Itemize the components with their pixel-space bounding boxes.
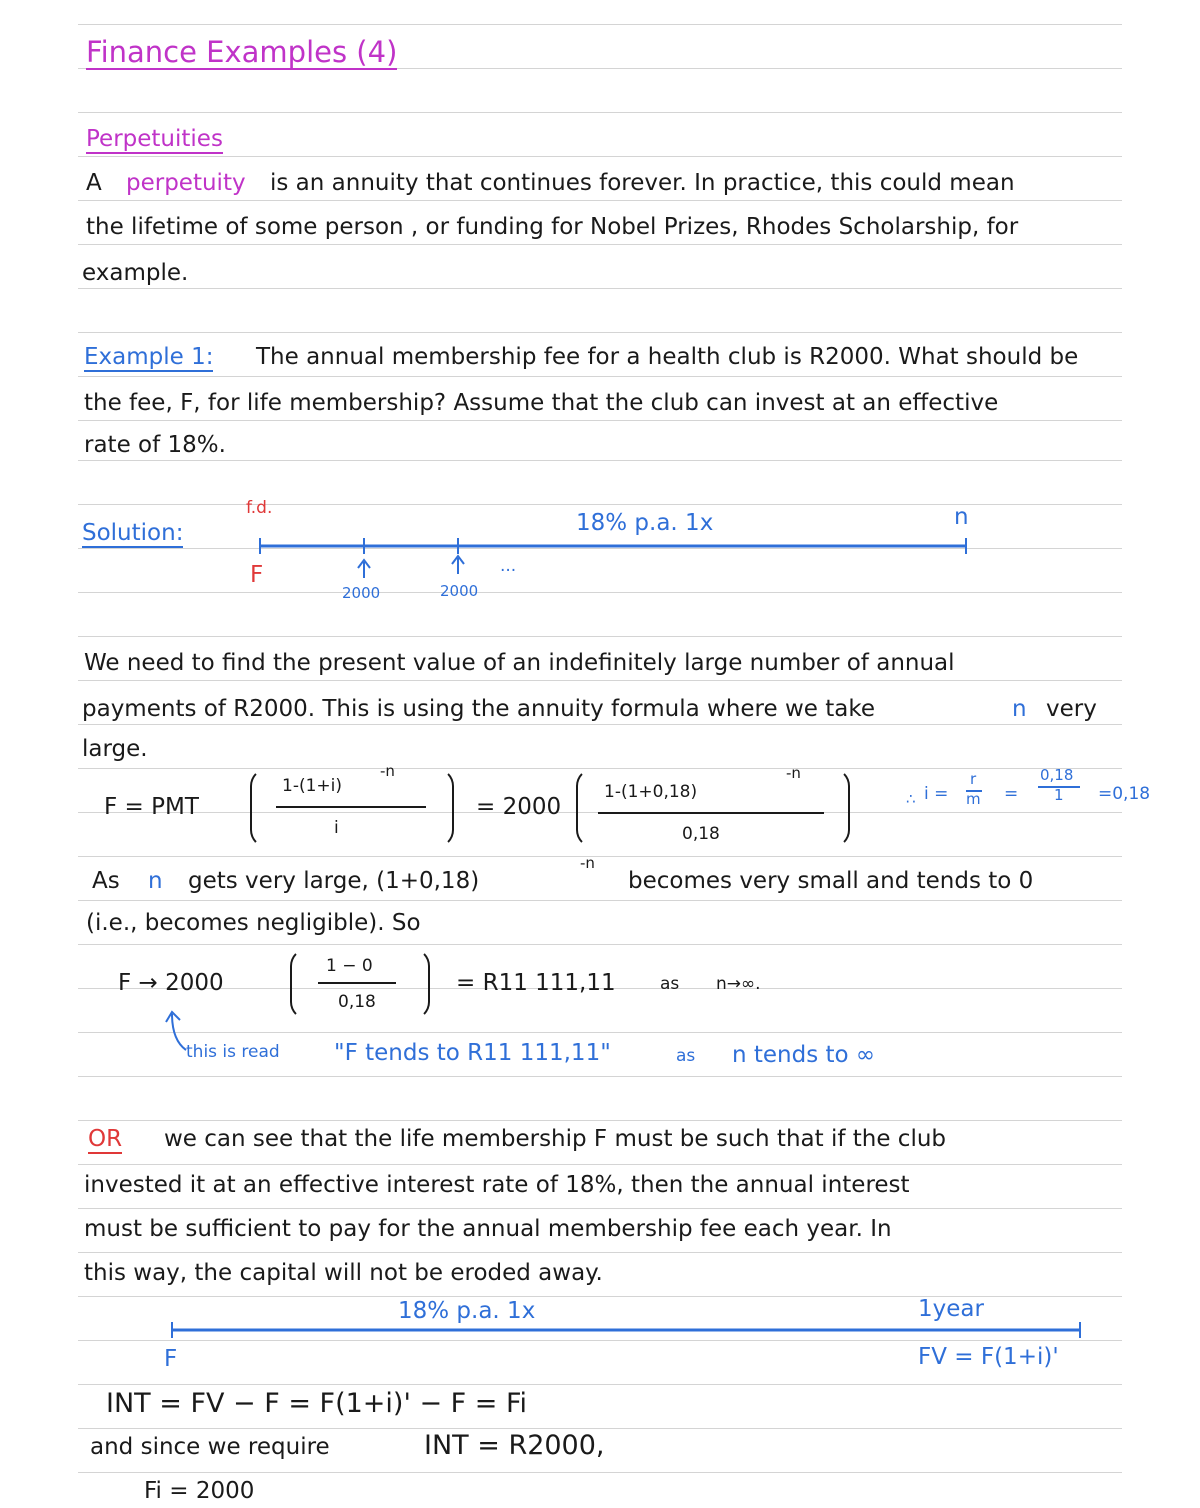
timeline-1-n: n <box>954 504 969 530</box>
side-den: 1 <box>1054 786 1064 804</box>
intro-line1: is an annuity that continues forever. In practice, this could mean <box>270 170 1015 196</box>
page-title: Finance Examples (4) <box>86 35 398 69</box>
timeline-2-rate: 18% p.a. 1x <box>398 1298 536 1324</box>
timeline-1-pay1: 2000 <box>342 584 381 602</box>
para1-line2a: payments of R2000. This is using the annuity formula where we take <box>82 696 875 722</box>
para2-line1c: becomes very small and tends to 0 <box>628 868 1034 894</box>
side-val: =0,18 <box>1098 784 1151 804</box>
intro-line3: example. <box>82 260 189 286</box>
intro-a: A <box>86 170 102 196</box>
eq-int: INT = FV − F = F(1+i)' − F = Fi <box>106 1388 528 1419</box>
note-text4: n tends to ∞ <box>732 1042 876 1068</box>
alt-line3: must be sufficient to pay for the annual membership fee each year. In <box>84 1216 892 1242</box>
formula-2-den: 0,18 <box>338 992 376 1012</box>
side-i: i = <box>924 784 949 804</box>
note-text3: as <box>676 1046 696 1066</box>
note-text1: this is read <box>186 1042 280 1062</box>
timeline-1-fd: f.d. <box>246 498 273 518</box>
formula-1-lhs: F = PMT <box>104 794 199 820</box>
timeline-1-pay2: 2000 <box>440 582 479 600</box>
formula-2-result: = R11 111,11 <box>456 970 616 996</box>
formula-2-as: as <box>660 974 680 994</box>
alt-or: OR <box>88 1126 123 1152</box>
para2-exp: -n <box>580 854 595 872</box>
timeline-2-F: F <box>164 1346 178 1372</box>
intro-line2: the lifetime of some person , or funding for Nobel Prizes, Rhodes Scholarship, for <box>86 214 1019 240</box>
side-m: m <box>966 790 981 808</box>
side-num: 0,18 <box>1040 766 1074 784</box>
para2-line1b: gets very large, (1+0,18) <box>188 868 480 894</box>
timeline-2-year: 1year <box>918 1296 984 1322</box>
para2-line2: (i.e., becomes negligible). So <box>86 910 421 936</box>
para2-n: n <box>148 868 163 894</box>
formula-2-num: 1 − 0 <box>326 956 373 976</box>
formula-2-limit: n→∞. <box>716 974 761 994</box>
formula-1-exp1: -n <box>380 762 395 780</box>
formula-1-den1: i <box>334 818 339 838</box>
timeline-1-rate: 18% p.a. 1x <box>576 510 714 536</box>
timeline-2-fv: FV = F(1+i)' <box>918 1344 1059 1370</box>
eq-require-b: INT = R2000, <box>424 1430 605 1461</box>
alt-line4: this way, the capital will not be eroded away. <box>84 1260 603 1286</box>
para2-as: As <box>92 868 120 894</box>
eq-final: Fi = 2000 <box>144 1478 255 1504</box>
para1-line3: large. <box>82 736 148 762</box>
timeline-1-F: F <box>250 562 264 588</box>
formula-1-den2: 0,18 <box>682 824 720 844</box>
example-line3: rate of 18%. <box>84 432 226 458</box>
para1-n: n <box>1012 696 1027 722</box>
side-eq: = <box>1004 784 1019 804</box>
para1-line2b: very <box>1046 696 1097 722</box>
formula-2-lhs: F → 2000 <box>118 970 224 996</box>
formula-1-eq2: = 2000 <box>476 794 562 820</box>
alt-line1: we can see that the life membership F must be such that if the club <box>164 1126 947 1152</box>
para1-line1: We need to find the present value of an indefinitely large number of annual <box>84 650 955 676</box>
alt-line2: invested it at an effective interest rate of 18%, then the annual interest <box>84 1172 910 1198</box>
example-line1: The annual membership fee for a health club is R2000. What should be <box>256 344 1079 370</box>
note-text2: "F tends to R11 111,11" <box>334 1040 611 1066</box>
intro-term: perpetuity <box>126 170 246 196</box>
timeline-1-dots: ... <box>500 556 517 576</box>
side-therefore: ∴ <box>906 790 916 808</box>
formula-1-exp2: -n <box>786 764 801 782</box>
formula-1-num1: 1-(1+i) <box>282 776 342 796</box>
side-r: r <box>970 770 977 788</box>
formula-1-num2: 1-(1+0,18) <box>604 782 698 802</box>
section-heading: Perpetuities <box>86 126 223 152</box>
example-line2: the fee, F, for life membership? Assume that the club can invest at an effective <box>84 390 999 416</box>
eq-require-a: and since we require <box>90 1434 330 1460</box>
solution-label: Solution: <box>82 520 184 546</box>
example-label: Example 1: <box>84 344 214 370</box>
